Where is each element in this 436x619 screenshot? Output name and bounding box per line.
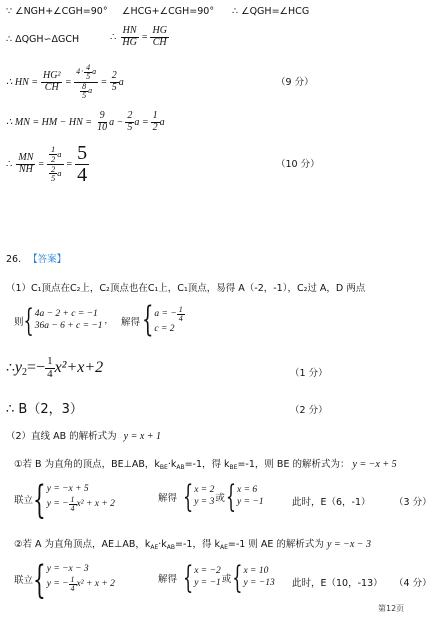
given-line-2: ∠HCG+∠CGH=90° — [122, 6, 215, 17]
case2-text: ②若 A 为直角顶点，AE⊥AB，$k_{AE}\cdot k_{AB}=-1$，得 $k_{AE}=-1$ 则 AE 的解析式为 y = −x − 3 — [14, 539, 372, 551]
hn-equation: ∴ HN = $\frac{\text{HG²}}{CH}$ = 4 · $\frac{4}{5}$ a $\frac{8}{5}$ a = $\frac{2}{5}$ a — [6, 62, 124, 100]
similar-line: ∴ ΔQGH∽ΔGCH — [6, 34, 80, 45]
given-line: ∵ ∠NGH+∠CGH=90° — [6, 6, 108, 17]
part2-text: （2）直线 AB 的解析式为 y = x + 1 — [6, 431, 162, 442]
y2-equation: ∴ y 2 =− $\frac{1}{4}$ x²+x+2 — [6, 355, 104, 380]
answer-tag: 【答案】 — [28, 254, 67, 265]
question-number: 26. 【答案】 — [6, 254, 67, 265]
join-system-2: 联立 { y = −x − 3 y = − $\frac{1}{4}$ x² + x + 2 — [14, 556, 115, 602]
part1-text: （1）C₁顶点在C₂上，C₂顶点也在C₁上，C₁顶点，易得 A（-2，-1），C₂过 A，D 两点 — [6, 283, 366, 294]
solution-1: 解得 { x = 2 y = 3 或 { x = 6 y = −1 — [158, 478, 264, 515]
system-1: 则 { 4a − 2 + c = −1 36a − 6 + c = −1 , 解得 { a = − $\frac{1}{4}$ c = 2 — [14, 300, 183, 341]
case1-text: ①若 B 为直角的顶点，BE⊥AB，$k_{BE}\cdot k_{AB}=-1$，得 $k_{BE}=-1$，则 BE 的解析式为： y = −x + 5 — [14, 459, 397, 471]
solution-2: 解得 { x = −2 y = −1 或 { x = 10 y = −13 — [158, 559, 275, 596]
score-1: （1 分） — [290, 368, 328, 379]
score-3: （3 分） — [394, 497, 432, 508]
e-point-1: 此时，E（6，-1） — [292, 497, 371, 508]
score-4: （4 分） — [394, 578, 432, 589]
conclusion-line: ∴ ∠QGH=∠HCG — [232, 6, 310, 17]
e-point-2: 此时，E（10，-13） — [292, 578, 383, 589]
point-b: ∴ B（2，3） — [6, 402, 83, 417]
score-2: （2 分） — [290, 405, 328, 416]
ratio-hn-hg: ∴ $\frac{HN}{HG}$ = $\frac{HG}{CH}$ — [110, 25, 167, 48]
ratio-equation: ∴ $\frac{MN}{NH}$ = $\frac{1}{2}$ a $\frac{2}{5}$ a = $\frac{5}{4}$ — [6, 141, 88, 186]
score-10: （10 分） — [276, 159, 320, 170]
join-system-1: 联立 { y = −x + 5 y = − $\frac{1}{4}$ x² + x + 2 — [14, 476, 115, 522]
page-number: 第12页 — [378, 604, 405, 613]
score-9: （9 分） — [276, 77, 314, 88]
mn-equation: ∴ MN = HM − HN = $\frac{9}{10}$ a − $\frac{2}{5}$ a = $\frac{1}{2}$ a — [6, 110, 165, 133]
